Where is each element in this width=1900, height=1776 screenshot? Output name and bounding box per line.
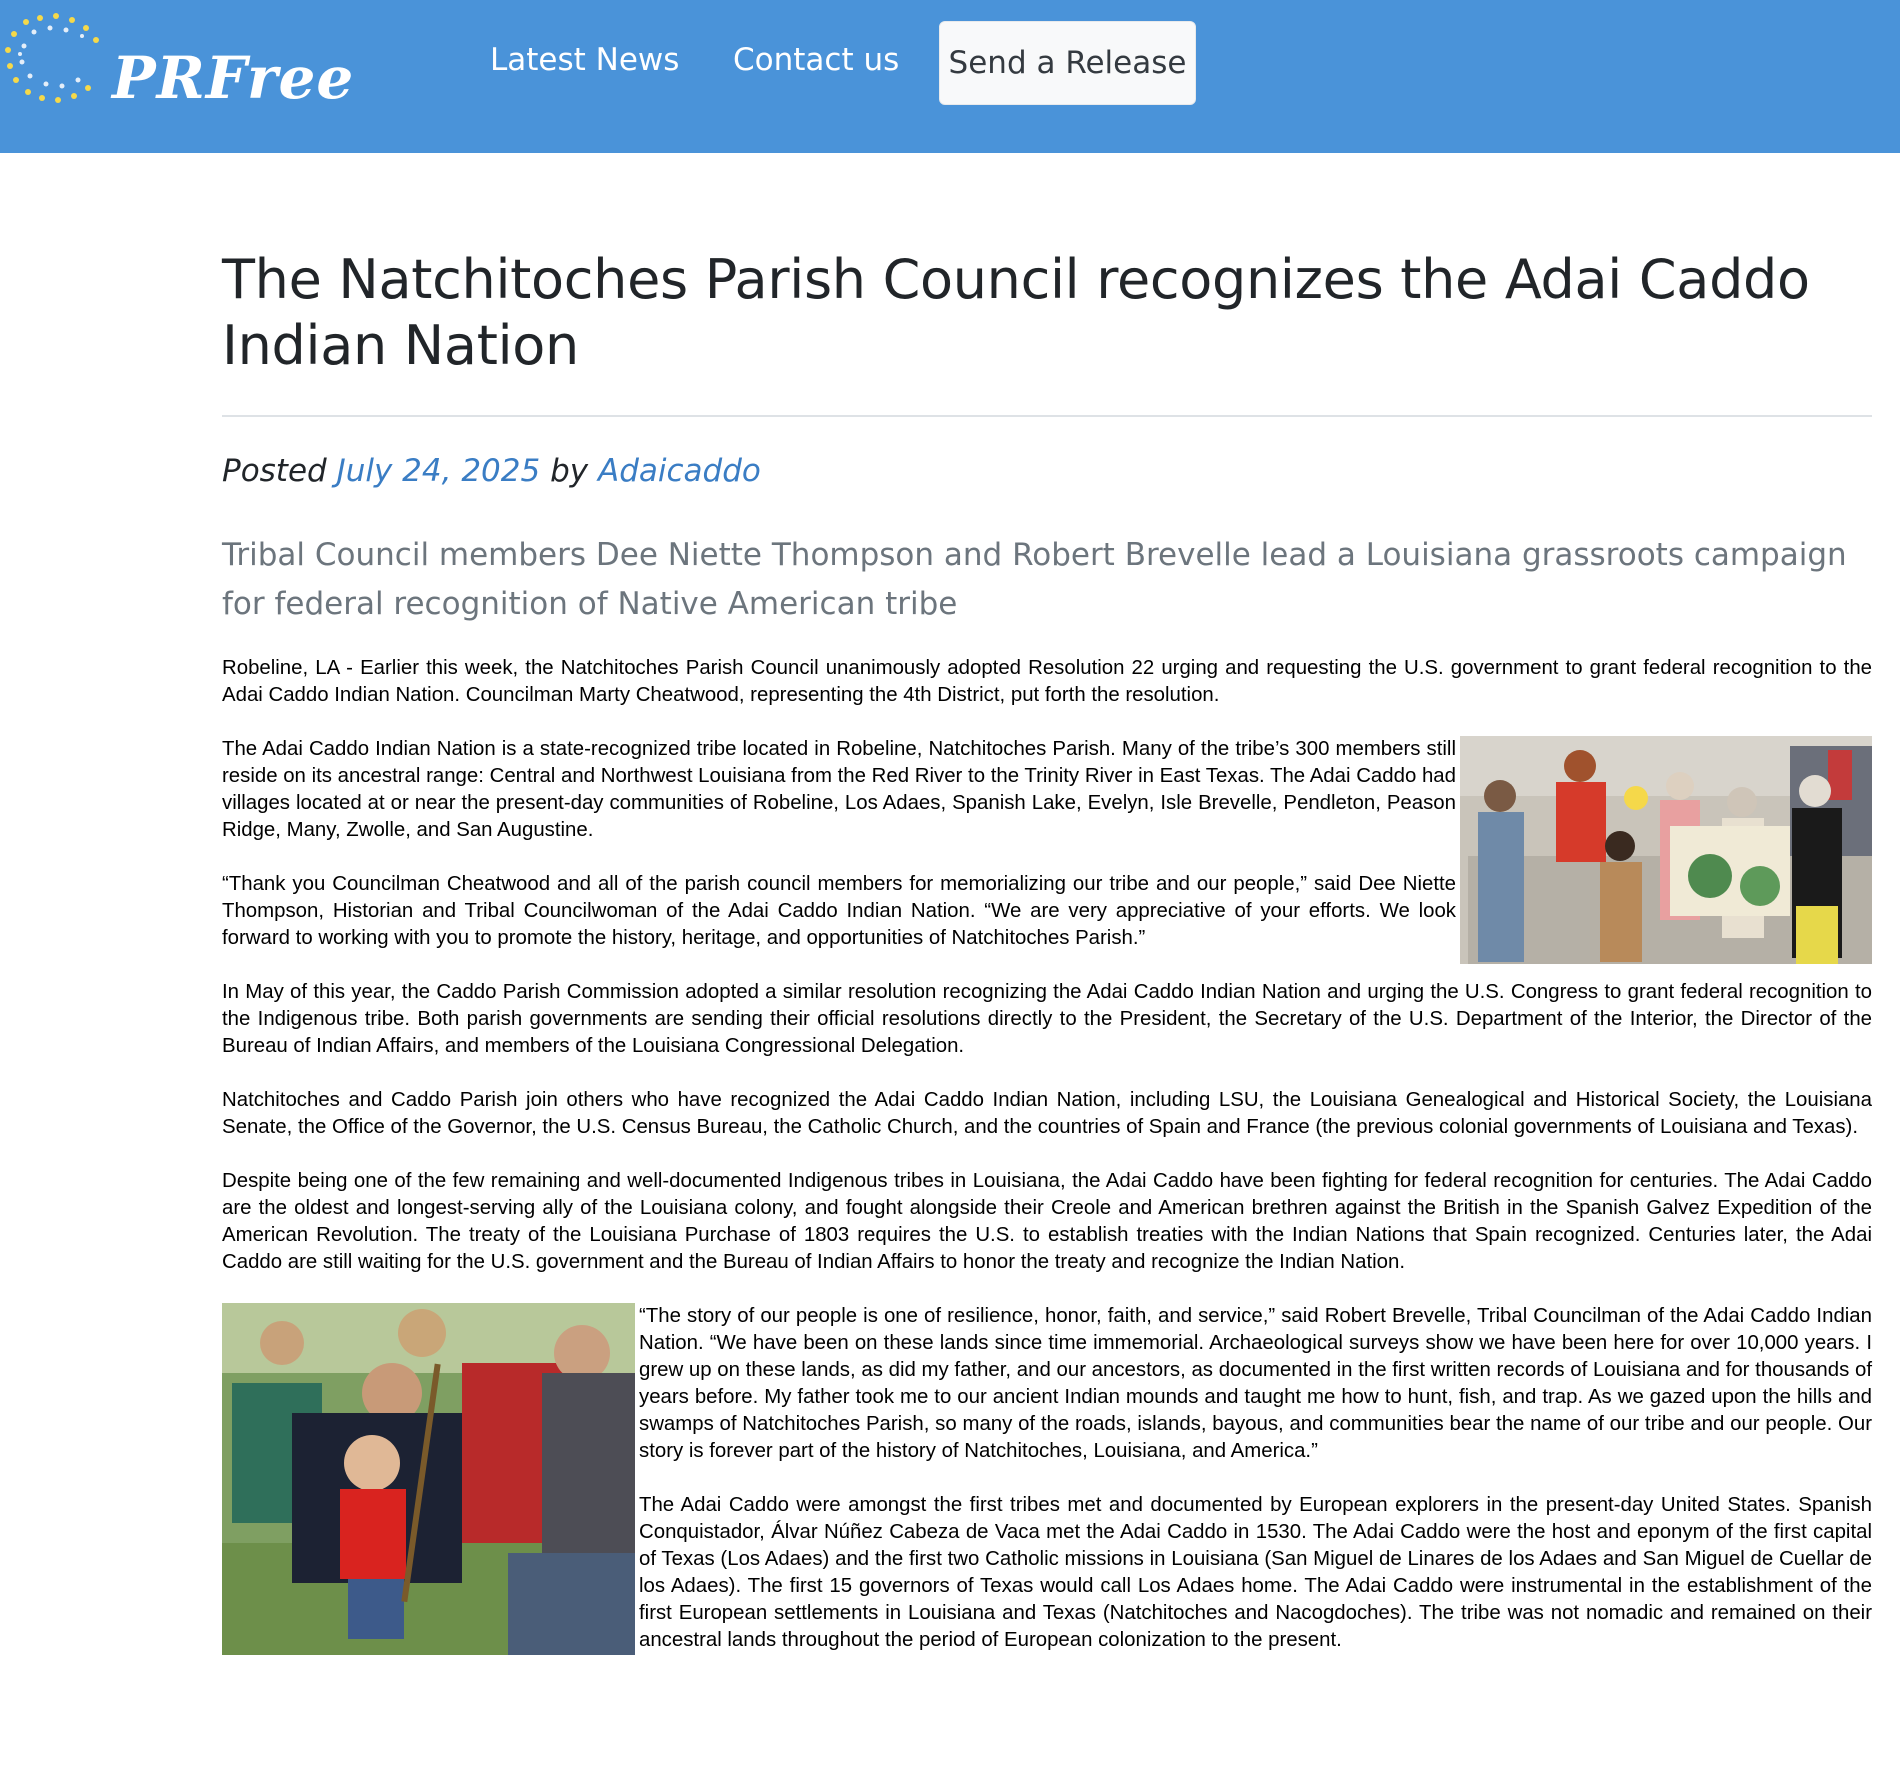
paragraph: The Adai Caddo Indian Nation is a state-recognized tribe located in Robeline, Natchitoches Parish. Many of the tribe’s 300 members still reside on its ancestral range: Central and Northwest Louisiana from the Red River to the Trinity River in East Texas. The Adai Caddo had villages located at or near the present-day communities of Robeline, Los Adaes, Spanish Lake, Evelyn, Isle Brevelle, Pendleton, Peason Ridge, Many, Zwolle, and San Augustine.	[222, 738, 1456, 841]
send-release-button[interactable]: Send a Release	[939, 21, 1196, 105]
paragraph: “Thank you Councilman Cheatwood and all of the parish council members for memorializing our tribe and our people,” said Dee Niette Thompson, Historian and Tribal Councilwoman of the Adai Caddo Indian Nation. “We are very appreciative of your efforts. We look forward to working with you to promote the history, heritage, and opportunities of Natchitoches Parish.”	[222, 873, 1456, 949]
paragraph: The Adai Caddo were amongst the first tribes met and documented by European explorers in the present-day United States. Spanish Conquistador, Álvar Núñez Cabeza de Vaca met the Adai Caddo in 1530. The Adai Caddo were the host and eponym of the first capital of Texas (Los Adaes) and the first two Catholic missions in Louisiana (San Miguel de Linares de los Adaes and San Miguel de Cuellar de los Adaes). The first 15 governors of Texas would call Los Adaes home. The Adai Caddo were instrumental in the establishment of the first European settlements in Louisiana and Texas (Natchitoches and Nacogdoches). The tribe was not nomadic and remained on their ancestral lands throughout the period of European colonization to the present.	[639, 1494, 1872, 1651]
article-title: The Natchitoches Parish Council recognizes the Adai Caddo Indian Nation	[222, 248, 1810, 377]
article-body	[222, 655, 1872, 1681]
navbar	[0, 0, 1900, 153]
paragraph: In May of this year, the Caddo Parish Commission adopted a similar resolution recognizing the Adai Caddo Indian Nation and urging the U.S. Congress to grant federal recognition to the Indigenous tribe. Both parish governments are sending their official resolutions directly to the President, the Secretary of the U.S. Department of the Interior, the Director of the Bureau of Indian Affairs, and members of the Louisiana Congressional Delegation.	[222, 981, 1872, 1057]
title-divider	[222, 415, 1872, 417]
post-meta	[222, 453, 761, 489]
post-date-link[interactable]: July 24, 2025	[336, 453, 541, 489]
stars-ring-icon	[4, 10, 114, 120]
paragraph: Despite being one of the few remaining and well-documented Indigenous tribes in Louisiana, the Adai Caddo have been fighting for federal recognition for centuries. The Adai Caddo are the oldest and longest-serving ally of the Louisiana colony, and fought alongside their Creole and American brethren against the British in the Spanish Galvez Expedition of the American Revolution. The treaty of the Louisiana Purchase of 1803 requires the U.S. to establish treaties with the Indian Nations that Spain recognized. Centuries later, the Adai Caddo are still waiting for the U.S. government and the Bureau of Indian Affairs to honor the treaty and recognize the Indian Nation.	[222, 1170, 1872, 1273]
paragraph: Robeline, LA - Earlier this week, the Natchitoches Parish Council unanimously adopted Resolution 22 urging and requesting the U.S. government to grant federal recognition to the Adai Caddo Indian Nation. Councilman Marty Cheatwood, representing the 4th District, put forth the resolution.	[222, 657, 1872, 706]
paragraph: Natchitoches and Caddo Parish join others who have recognized the Adai Caddo Indian Nation, including LSU, the Louisiana Genealogical and Historical Society, the Louisiana Senate, the Office of the Governor, the U.S. Census Bureau, the Catholic Church, and the countries of Spain and France (the previous colonial governments of Louisiana and Texas).	[222, 1089, 1872, 1138]
council-group-photo	[1460, 736, 1872, 964]
child-with-staff-photo	[222, 1303, 635, 1655]
nav-latest-news[interactable]: Latest News	[490, 42, 680, 78]
author-link[interactable]: Adaicaddo	[597, 453, 761, 489]
site-logo[interactable]	[4, 10, 364, 120]
paragraph: “The story of our people is one of resilience, honor, faith, and service,” said Robert Brevelle, Tribal Councilman of the Adai Caddo Indian Nation. “We have been on these lands since time immemorial. Archaeological surveys show we have been here for over 10,000 years. I grew up on these lands, as did my father, and our ancestors, as documented in the first written records of Louisiana and for thousands of years before. My father took me to our ancient Indian mounds and taught me how to hunt, fish, and trap. As we gazed upon the hills and swamps of Natchitoches Parish, so many of the roads, islands, bayous, and communities bear the name of our tribe and our people. Our story is forever part of the history of Natchitoches, Louisiana, and America.”	[639, 1305, 1872, 1462]
posted-by-label: by	[550, 453, 589, 489]
posted-label: Posted	[222, 453, 327, 489]
article-lead: Tribal Council members Dee Niette Thompson and Robert Brevelle lead a Louisiana grassroots campaign for federal recognition of Native American tribe	[222, 537, 1847, 622]
logo-text[interactable]: PRFree	[112, 44, 355, 112]
nav-contact-us[interactable]: Contact us	[733, 42, 900, 78]
